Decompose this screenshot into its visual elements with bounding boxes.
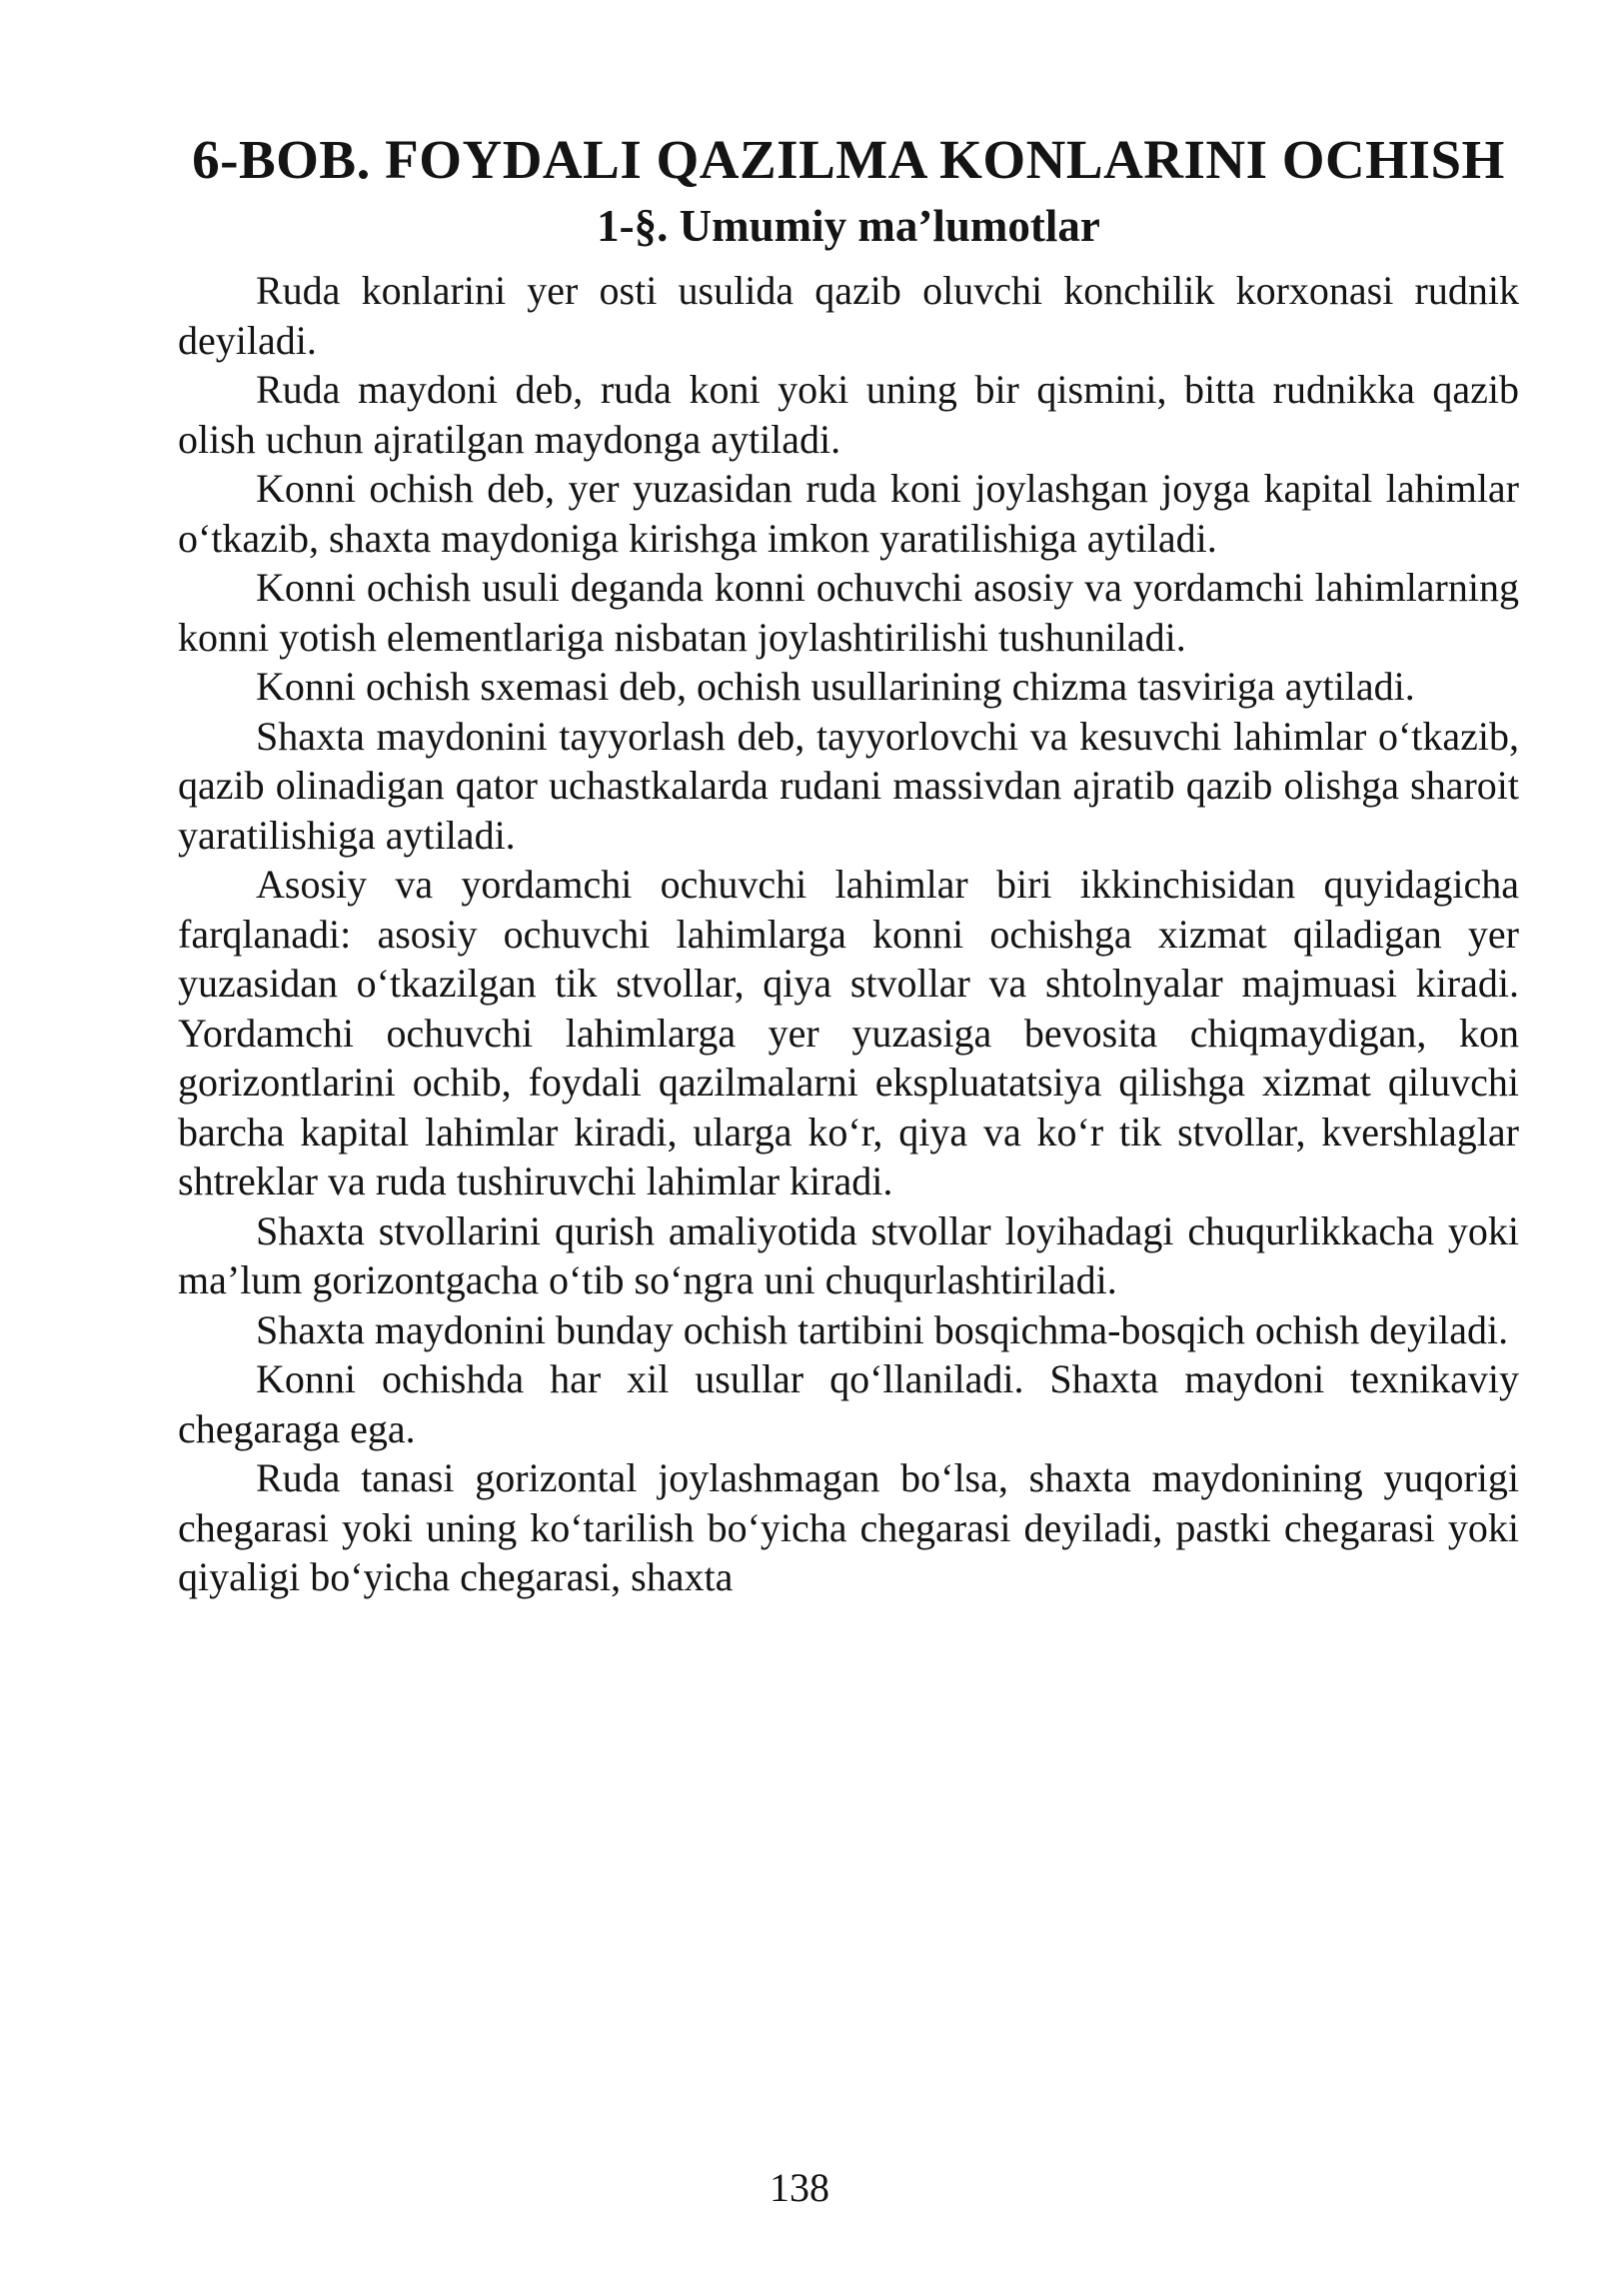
paragraph: Konni ochish sxemasi deb, ochish usullarining chizma tasviriga aytiladi. xyxy=(256,664,1415,709)
paragraph: Shaxta stvollarini qurish amaliyotida stvollar loyihadagi chuqurlikkacha yoki ma’lum gorizontgacha o‘tib so‘ngra uni chuqurlashtiriladi. xyxy=(178,1207,1519,1302)
body-text xyxy=(178,266,1519,1602)
paragraph: Shaxta maydonini tayyorlash deb, tayyorlovchi va kesuvchi lahimlar o‘tkazib, qazib olinadigan qator uchastkalarda rudani massivdan ajratib qazib olishga sharoit yaratilishiga aytiladi. xyxy=(178,713,1519,858)
page-content xyxy=(178,128,1519,1602)
paragraph: Konni ochish usuli deganda konni ochuvchi asosiy va yordamchi lahimlarning konni yotish elementlariga nisbatan joylashtirilishi tushuniladi. xyxy=(178,565,1519,660)
chapter-title: 6-BOB. FOYDALI QAZILMA KONLARINI OCHISH xyxy=(192,129,1505,190)
paragraph: Ruda tanasi gorizontal joylashmagan bo‘lsa, shaxta maydonining yuqorigi chegarasi yoki uning ko‘tarilish bo‘yicha chegarasi deyiladi, pastki chegarasi yoki qiyaligi bo‘yicha chegarasi, shaxta xyxy=(178,1455,1519,1599)
section-title: 1-§. Umumiy ma’lumotlar xyxy=(597,201,1100,251)
paragraph: Asosiy va yordamchi ochuvchi lahimlar biri ikkinchisidan quyidagicha farqlanadi: asosiy ochuvchi lahimlarga konni ochishga xizmat qiladigan yer yuzasidan o‘tkazilgan tik stvollar, qiya stvollar va shtolnyalar majmuasi kiradi. Yordamchi ochuvchi lahimlarga yer yuzasiga bevosita chiqmaydigan, kon gorizontlarini ochib, foydali qazilmalarni ekspluatatsiya qilishga xizmat qiluvchi barcha kapital lahimlar kiradi, ularga ko‘r, qiya va ko‘r tik stvollar, kvershlaglar shtreklar va ruda tushiruvchi lahimlar kiradi. xyxy=(178,862,1519,1203)
paragraph: Konni ochish deb, yer yuzasidan ruda koni joylashgan joyga kapital lahimlar o‘tkazib, shaxta maydoniga kirishga imkon yaratilishiga aytiladi. xyxy=(178,466,1519,561)
page-number: 138 xyxy=(770,2165,829,2210)
paragraph: Konni ochishda har xil usullar qo‘llaniladi. Shaxta maydoni texnikaviy chegaraga ega. xyxy=(178,1356,1519,1451)
paragraph: Shaxta maydonini bunday ochish tartibini bosqichma-bosqich ochish deyiladi. xyxy=(256,1306,1509,1352)
paragraph: Ruda konlarini yer osti usulida qazib oluvchi konchilik korxonasi rudnik deyiladi. xyxy=(178,268,1519,363)
paragraph: Ruda maydoni deb, ruda koni yoki uning bir qismini, bitta rudnikka qazib olish uchun ajratilgan maydonga aytiladi. xyxy=(178,367,1519,462)
